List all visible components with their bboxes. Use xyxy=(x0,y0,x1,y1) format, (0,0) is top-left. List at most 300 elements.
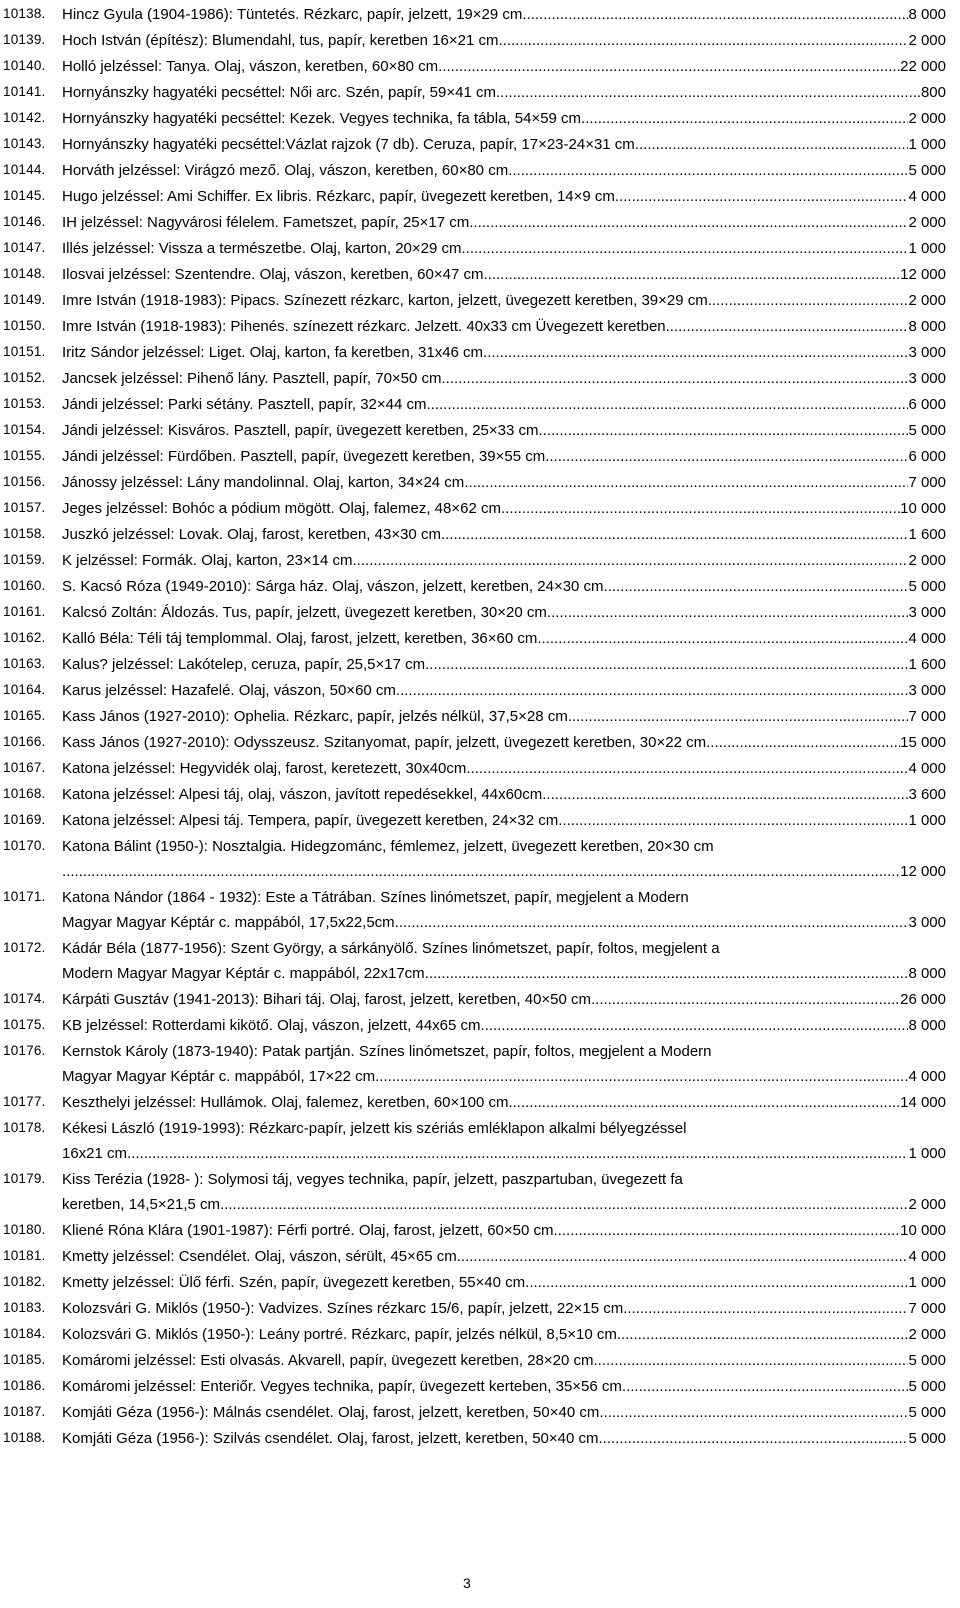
description-line xyxy=(62,444,946,469)
description-text: Hornyánszky hagyatéki pecséttel:Vázlat rajzok (7 db). Ceruza, papír, 17×23-24×31 cm xyxy=(62,136,635,153)
dot-leader xyxy=(554,1218,901,1243)
description-line xyxy=(62,1090,946,1115)
lot-description xyxy=(62,652,946,677)
description-text: Kalló Béla: Téli táj templommal. Olaj, farost, jelzett, keretben, 36×60 cm xyxy=(62,630,538,647)
dot-leader xyxy=(441,522,909,547)
lot-price: 1 600 xyxy=(908,526,946,543)
dot-leader xyxy=(581,106,908,131)
lot-number: 10151. xyxy=(3,344,46,359)
lot-price: 14 000 xyxy=(900,1094,946,1111)
catalog-entry xyxy=(0,754,960,780)
description-text: Juszkó jelzéssel: Lovak. Olaj, farost, keretben, 43×30 cm xyxy=(62,526,441,543)
lot-number: 10158. xyxy=(3,526,46,541)
dot-leader xyxy=(545,444,908,469)
lot-price: 3 600 xyxy=(908,786,946,803)
catalog-entry xyxy=(0,208,960,234)
lot-description xyxy=(62,1039,946,1089)
catalog-entry xyxy=(0,1268,960,1294)
lot-description xyxy=(62,366,946,391)
catalog-entry xyxy=(0,806,960,832)
description-line xyxy=(62,392,946,417)
lot-description xyxy=(62,574,946,599)
lot-price: 5 000 xyxy=(908,162,946,179)
catalog-entry xyxy=(0,130,960,156)
lot-number: 10177. xyxy=(3,1094,46,1109)
catalog-entry xyxy=(0,1424,960,1450)
lot-description xyxy=(62,54,946,79)
lot-number: 10148. xyxy=(3,266,46,281)
description-text: Jeges jelzéssel: Bohóc a pódium mögött. Olaj, falemez, 48×62 cm xyxy=(62,500,501,517)
catalog-entry xyxy=(0,883,960,934)
lot-description xyxy=(62,106,946,131)
lot-description xyxy=(62,756,946,781)
dot-leader xyxy=(442,54,900,79)
description-text: Kalus? jelzéssel: Lakótelep, ceruza, papír, 25,5×17 cm xyxy=(62,656,426,673)
description-text: Jándi jelzéssel: Kisváros. Pasztell, papír, üvegezett keretben, 25×33 cm xyxy=(62,422,539,439)
lot-description xyxy=(62,2,946,27)
catalog-entry xyxy=(0,260,960,286)
lot-price: 5 000 xyxy=(908,1404,946,1421)
lot-description xyxy=(62,1426,946,1451)
description-line xyxy=(62,678,946,703)
catalog-entry xyxy=(0,520,960,546)
lot-number: 10147. xyxy=(3,240,46,255)
dot-leader xyxy=(537,626,908,651)
lot-price: 8 000 xyxy=(908,965,946,982)
lot-price: 22 000 xyxy=(900,58,946,75)
description-line xyxy=(62,522,946,547)
description-text: Iritz Sándor jelzéssel: Liget. Olaj, karton, fa keretben, 31x46 cm xyxy=(62,344,484,361)
lot-description xyxy=(62,392,946,417)
lot-price: 2 000 xyxy=(908,1196,946,1213)
description-text: Jándi jelzéssel: Parki sétány. Pasztell, papír, 32×44 cm xyxy=(62,396,427,413)
description-line xyxy=(62,1374,946,1399)
description-line xyxy=(62,1218,946,1243)
lot-number: 10171. xyxy=(3,889,46,904)
dot-leader xyxy=(568,704,909,729)
lot-number: 10142. xyxy=(3,110,46,125)
dot-leader xyxy=(425,652,908,677)
description-text: Hugo jelzéssel: Ami Schiffer. Ex libris. Rézkarc, papír, üvegezett keretben, 14×9 cm xyxy=(62,188,615,205)
description-text: Magyar Magyar Képtár c. mappából, 17,5x22,5cm xyxy=(62,914,395,931)
catalog-entry xyxy=(0,182,960,208)
catalog-entry xyxy=(0,156,960,182)
lot-price: 3 000 xyxy=(908,370,946,387)
description-text: Kmetty jelzéssel: Csendélet. Olaj, vászon, sérült, 45×65 cm xyxy=(62,1248,457,1265)
dot-leader xyxy=(635,132,909,157)
lot-number: 10160. xyxy=(3,578,46,593)
catalog-entry xyxy=(0,1216,960,1242)
lot-description xyxy=(62,987,946,1012)
lot-price: 2 000 xyxy=(908,32,946,49)
lot-number: 10163. xyxy=(3,656,46,671)
lot-description xyxy=(62,340,946,365)
description-line xyxy=(62,600,946,625)
dot-leader xyxy=(220,1192,908,1217)
dot-leader xyxy=(353,548,909,573)
lot-price: 10 000 xyxy=(900,500,946,517)
catalog-entry xyxy=(0,1088,960,1114)
description-line xyxy=(62,574,946,599)
dot-leader xyxy=(501,496,900,521)
lot-number: 10141. xyxy=(3,84,46,99)
lot-number: 10172. xyxy=(3,940,46,955)
description-line xyxy=(62,910,946,935)
dot-leader xyxy=(508,158,908,183)
lot-number: 10162. xyxy=(3,630,46,645)
lot-price: 7 000 xyxy=(908,708,946,725)
lot-price: 2 000 xyxy=(908,214,946,231)
lot-description xyxy=(62,808,946,833)
dot-leader xyxy=(542,782,908,807)
description-text: Jánossy jelzéssel: Lány mandolinnal. Olaj, karton, 34×24 cm xyxy=(62,474,465,491)
lot-number: 10184. xyxy=(3,1326,46,1341)
dot-leader xyxy=(547,600,909,625)
lot-number: 10157. xyxy=(3,500,46,515)
dot-leader xyxy=(708,288,909,313)
dot-leader xyxy=(522,2,908,27)
description-text: Kmetty jelzéssel: Ülő férfi. Szén, papír, üvegezett keretben, 55×40 cm xyxy=(62,1274,526,1291)
lot-description xyxy=(62,1374,946,1399)
catalog-entry xyxy=(0,494,960,520)
description-text: Kalcsó Zoltán: Áldozás. Tus, papír, jelzett, üvegezett keretben, 30×20 cm xyxy=(62,604,547,621)
catalog-entry xyxy=(0,598,960,624)
description-text: Komjáti Géza (1956-): Szilvás csendélet. Olaj, farost, jelzett, keretben, 50×40 cm xyxy=(62,1430,599,1447)
dot-leader xyxy=(457,1244,909,1269)
description-line: Kiss Terézia (1928- ): Solymosi táj, vegyes technika, papír, jelzett, paszpartuban, üvegezett fa xyxy=(62,1171,683,1188)
dot-leader xyxy=(425,961,909,986)
description-line xyxy=(62,366,946,391)
description-line xyxy=(62,987,946,1012)
description-line xyxy=(62,132,946,157)
description-text: Karus jelzéssel: Hazafelé. Olaj, vászon, 50×60 cm xyxy=(62,682,396,699)
lot-price: 5 000 xyxy=(908,578,946,595)
lot-number: 10146. xyxy=(3,214,46,229)
lot-description xyxy=(62,496,946,521)
description-text: Kárpáti Gusztáv (1941-2013): Bihari táj. Olaj, farost, jelzett, keretben, 40×50 cm xyxy=(62,991,592,1008)
lot-price: 8 000 xyxy=(908,318,946,335)
catalog-entry xyxy=(0,702,960,728)
catalog-entry xyxy=(0,416,960,442)
description-text: Katona jelzéssel: Hegyvidék olaj, farost, keretezett, 30x40cm xyxy=(62,760,467,777)
lot-number: 10174. xyxy=(3,991,46,1006)
description-line xyxy=(62,1426,946,1451)
lot-price: 1 600 xyxy=(908,656,946,673)
lot-price: 6 000 xyxy=(908,396,946,413)
description-text: Imre István (1918-1983): Pihenés. színezett rézkarc. Jelzett. 40x33 cm Üvegezett keretben xyxy=(62,318,666,335)
description-line xyxy=(62,236,946,261)
dot-leader xyxy=(496,80,921,105)
lot-price: 4 000 xyxy=(908,1248,946,1265)
dot-leader xyxy=(375,1064,908,1089)
lot-price: 7 000 xyxy=(908,1300,946,1317)
description-text: Kliené Róna Klára (1901-1987): Férfi portré. Olaj, farost, jelzett, 60×50 cm xyxy=(62,1222,554,1239)
description-text: Komáromi jelzéssel: Enteriőr. Vegyes technika, papír, üvegezett kerteben, 35×56 cm xyxy=(62,1378,622,1395)
description-line xyxy=(62,652,946,677)
lot-description xyxy=(62,210,946,235)
catalog-entry xyxy=(0,1294,960,1320)
catalog-entry xyxy=(0,650,960,676)
description-line xyxy=(62,1400,946,1425)
description-text: S. Kacsó Róza (1949-2010): Sárga ház. Olaj, vászon, jelzett, keretben, 24×30 cm xyxy=(62,578,604,595)
lot-price: 4 000 xyxy=(908,630,946,647)
description-text: IH jelzéssel: Nagyvárosi félelem. Fametszet, papír, 25×17 cm xyxy=(62,214,470,231)
dot-leader xyxy=(615,184,909,209)
lot-description xyxy=(62,834,946,884)
catalog-entry xyxy=(0,728,960,754)
catalog-entry xyxy=(0,1320,960,1346)
dot-leader xyxy=(539,418,909,443)
dot-leader xyxy=(395,910,909,935)
lot-description xyxy=(62,236,946,261)
page-number: 3 xyxy=(463,1575,471,1591)
description-line xyxy=(62,470,946,495)
lot-number: 10144. xyxy=(3,162,46,177)
dot-leader xyxy=(462,236,909,261)
lot-number: 10156. xyxy=(3,474,46,489)
lot-number: 10170. xyxy=(3,838,46,853)
lot-price: 26 000 xyxy=(900,991,946,1008)
description-text: Ilosvai jelzéssel: Szentendre. Olaj, vászon, keretben, 60×47 cm xyxy=(62,266,484,283)
lot-number: 10181. xyxy=(3,1248,46,1263)
lot-description xyxy=(62,314,946,339)
description-text: 16x21 cm. xyxy=(62,1145,132,1162)
lot-price: 1 000 xyxy=(908,1274,946,1291)
lot-description xyxy=(62,730,946,755)
description-text: Imre István (1918-1983): Pipacs. Színezett rézkarc, karton, jelzett, üvegezett keretben, 39×29 cm xyxy=(62,292,708,309)
catalog-entry xyxy=(0,546,960,572)
lot-description xyxy=(62,1167,946,1217)
description-line xyxy=(62,961,946,986)
lot-description xyxy=(62,1013,946,1038)
catalog-entry xyxy=(0,832,960,883)
description-line xyxy=(62,28,946,53)
lot-description xyxy=(62,1400,946,1425)
dot-leader xyxy=(483,262,900,287)
catalog-entry xyxy=(0,1372,960,1398)
lot-price: 8 000 xyxy=(908,6,946,23)
description-text: Keszthelyi jelzéssel: Hullámok. Olaj, falemez, keretben, 60×100 cm xyxy=(62,1094,509,1111)
dot-leader xyxy=(591,987,900,1012)
dot-leader xyxy=(604,574,909,599)
lot-number: 10145. xyxy=(3,188,46,203)
lot-description xyxy=(62,80,946,105)
dot-leader xyxy=(599,1400,908,1425)
description-line xyxy=(62,2,946,27)
lot-number: 10169. xyxy=(3,812,46,827)
lot-description xyxy=(62,885,946,935)
description-text: Hincz Gyula (1904-1986): Tüntetés. Rézkarc, papír, jelzett, 19×29 cm xyxy=(62,6,523,23)
lot-price: 1 000 xyxy=(908,1145,946,1162)
lot-price: 2 000 xyxy=(908,552,946,569)
lot-number: 10183. xyxy=(3,1300,46,1315)
lot-description xyxy=(62,782,946,807)
description-line xyxy=(62,1348,946,1373)
description-line xyxy=(62,859,946,884)
description-line xyxy=(62,756,946,781)
catalog-entry xyxy=(0,1037,960,1088)
lot-price: 2 000 xyxy=(908,110,946,127)
description-line xyxy=(62,1192,946,1217)
catalog-entry xyxy=(0,468,960,494)
description-line xyxy=(62,314,946,339)
dot-leader xyxy=(427,392,909,417)
catalog-entry xyxy=(0,1398,960,1424)
description-line xyxy=(62,548,946,573)
lot-number: 10179. xyxy=(3,1171,46,1186)
description-text: Hornyánszky hagyatéki pecséttel: Kezek. Vegyes technika, fa tábla, 54×59 cm xyxy=(62,110,582,127)
lot-number: 10185. xyxy=(3,1352,46,1367)
lot-price: 3 000 xyxy=(908,604,946,621)
catalog-entry xyxy=(0,26,960,52)
lot-price: 5 000 xyxy=(908,1378,946,1395)
description-text: Magyar Magyar Képtár c. mappából, 17×22 cm xyxy=(62,1068,376,1085)
lot-price: 8 000 xyxy=(908,1017,946,1034)
lot-price: 4 000 xyxy=(908,188,946,205)
lot-price: 2 000 xyxy=(908,1326,946,1343)
dot-leader xyxy=(714,730,900,755)
lot-number: 10187. xyxy=(3,1404,46,1419)
lot-number: 10159. xyxy=(3,552,46,567)
dot-leader xyxy=(396,678,909,703)
lot-number: 10186. xyxy=(3,1378,46,1393)
lot-number: 10165. xyxy=(3,708,46,723)
description-line xyxy=(62,1141,946,1166)
description-text: Katona jelzéssel: Alpesi táj, olaj, vászon, javított repedésekkel, 44x60cm xyxy=(62,786,543,803)
description-line xyxy=(62,106,946,131)
description-line xyxy=(62,808,946,833)
lot-price: 4 000 xyxy=(908,760,946,777)
description-text: Kolozsvári G. Miklós (1950-): Vadvizes. Színes rézkarc 15/6, papír, jelzett, 22×15 cm xyxy=(62,1300,624,1317)
description-text: Katona jelzéssel: Alpesi táj. Tempera, papír, üvegezett keretben, 24×32 cm xyxy=(62,812,559,829)
description-text: Kolozsvári G. Miklós (1950-): Leány portré. Rézkarc, papír, jelzés nélkül, 8,5×10 cm xyxy=(62,1326,617,1343)
lot-price: 12 000 xyxy=(900,863,946,880)
description-line xyxy=(62,626,946,651)
lot-number: 10182. xyxy=(3,1274,46,1289)
description-line: Katona Bálint (1950-): Nosztalgia. Hidegzománc, fémlemez, jelzett, üvegezett keretben, 20×30 cm xyxy=(62,838,714,855)
lot-number: 10164. xyxy=(3,682,46,697)
catalog-entry xyxy=(0,1114,960,1165)
catalog-entry xyxy=(0,312,960,338)
dot-leader xyxy=(481,1013,909,1038)
dot-leader xyxy=(623,1296,908,1321)
catalog-entry xyxy=(0,1242,960,1268)
description-text: Holló jelzéssel: Tanya. Olaj, vászon, keretben, 60×80 cm. xyxy=(62,58,443,75)
catalog-entry xyxy=(0,442,960,468)
description-line: Kernstok Károly (1873-1940): Patak partján. Színes linómetszet, papír, foltos, megjelent a Modern xyxy=(62,1043,712,1060)
description-line xyxy=(62,1296,946,1321)
lot-price: 4 000 xyxy=(908,1068,946,1085)
dot-leader xyxy=(599,1426,909,1451)
lot-number: 10180. xyxy=(3,1222,46,1237)
dot-leader xyxy=(622,1374,909,1399)
dot-leader xyxy=(594,1348,909,1373)
dot-leader xyxy=(466,756,908,781)
dot-leader xyxy=(131,1141,908,1166)
description-line xyxy=(62,418,946,443)
lot-description xyxy=(62,184,946,209)
description-text: keretben, 14,5×21,5 cm xyxy=(62,1196,221,1213)
catalog-entry xyxy=(0,934,960,985)
lot-price: 6 000 xyxy=(908,448,946,465)
lot-description xyxy=(62,158,946,183)
lot-description xyxy=(62,626,946,651)
lot-description xyxy=(62,470,946,495)
lot-description xyxy=(62,1348,946,1373)
lot-number: 10178. xyxy=(3,1120,46,1135)
description-text: Jándi jelzéssel: Fürdőben. Pasztell, papír, üvegezett keretben, 39×55 cm xyxy=(62,448,546,465)
dot-leader xyxy=(464,470,908,495)
lot-number: 10152. xyxy=(3,370,46,385)
lot-description xyxy=(62,132,946,157)
description-text: Hoch István (építész): Blumendahl, tus, papír, keretben 16×21 cm. xyxy=(62,32,503,49)
lot-price: 5 000 xyxy=(908,1430,946,1447)
lot-description xyxy=(62,1090,946,1115)
lot-description xyxy=(62,1218,946,1243)
lot-number: 10143. xyxy=(3,136,46,151)
dot-leader xyxy=(666,314,909,339)
dot-leader xyxy=(442,366,909,391)
lot-description xyxy=(62,262,946,287)
catalog-entry xyxy=(0,390,960,416)
lot-description xyxy=(62,1116,946,1166)
lot-description xyxy=(62,600,946,625)
lot-description xyxy=(62,288,946,313)
description-line xyxy=(62,210,946,235)
description-text: Modern Magyar Magyar Képtár c. mappából, 22x17cm xyxy=(62,965,425,982)
lot-price: 5 000 xyxy=(908,1352,946,1369)
lot-description xyxy=(62,678,946,703)
lot-number: 10176. xyxy=(3,1043,46,1058)
description-text: Komjáti Géza (1956-): Málnás csendélet. Olaj, farost, jelzett, keretben, 50×40 cm xyxy=(62,1404,600,1421)
lot-price: 12 000 xyxy=(900,266,946,283)
lot-description xyxy=(62,936,946,986)
lot-description xyxy=(62,1270,946,1295)
lot-price: 800 xyxy=(920,84,946,101)
catalog-entry xyxy=(0,286,960,312)
lot-price: 15 000 xyxy=(900,734,946,751)
catalog-entry xyxy=(0,52,960,78)
description-text: Jancsek jelzéssel: Pihenő lány. Pasztell, papír, 70×50 cm xyxy=(62,370,442,387)
lot-price: 10 000 xyxy=(900,1222,946,1239)
lot-number: 10161. xyxy=(3,604,46,619)
description-text: KB jelzéssel: Rotterdami kikötő. Olaj, vászon, jelzett, 44x65 cm xyxy=(62,1017,481,1034)
lot-number: 10150. xyxy=(3,318,46,333)
catalog-entry xyxy=(0,78,960,104)
catalog-entry xyxy=(0,338,960,364)
description-line xyxy=(62,262,946,287)
lot-description xyxy=(62,28,946,53)
description-line xyxy=(62,730,946,755)
lot-description xyxy=(62,548,946,573)
lot-number: 10188. xyxy=(3,1430,46,1445)
description-text: Horváth jelzéssel: Virágzó mező. Olaj, vászon, keretben, 60×80 cm xyxy=(62,162,509,179)
description-line xyxy=(62,782,946,807)
description-line xyxy=(62,184,946,209)
dot-leader xyxy=(508,1090,900,1115)
lot-price: 5 000 xyxy=(908,422,946,439)
lot-price: 1 000 xyxy=(908,240,946,257)
lot-price: 1 000 xyxy=(908,136,946,153)
lot-price: 3 000 xyxy=(908,344,946,361)
description-text: Kass János (1927-2010): Ophelia. Rézkarc, papír, jelzés nélkül, 37,5×28 cm xyxy=(62,708,568,725)
catalog-entry xyxy=(0,572,960,598)
dot-leader xyxy=(469,210,908,235)
description-line: Kékesi László (1919-1993): Rézkarc-papír, jelzett kis szériás emléklapon alkalmi bélyegzéssel xyxy=(62,1120,687,1137)
catalog-entry xyxy=(0,1011,960,1037)
description-line xyxy=(62,340,946,365)
description-line xyxy=(62,54,946,79)
